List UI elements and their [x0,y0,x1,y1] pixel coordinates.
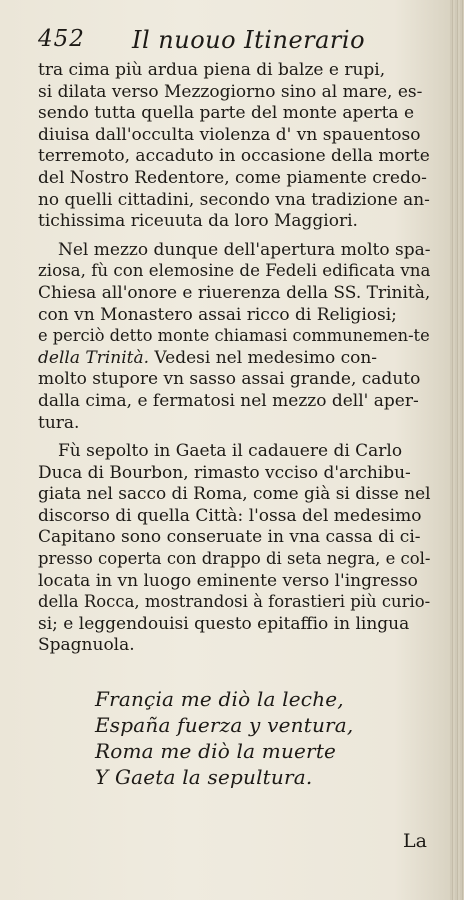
text-line: no quelli cittadini, secondo vna tradizione an- [38,189,430,210]
text-span: Vedesi nel medesimo con- [154,347,378,368]
italic-phrase: della Trinità. [38,347,150,368]
text-line: si; e leggendouisi questo epitaffio in lingua [38,613,410,634]
body-text [38,60,430,657]
text-line: giata nel sacco di Roma, come già si disse nel [38,484,431,505]
verse-line: Roma me diò la muerte [95,739,337,763]
text-line: Chiesa all'onore e riuerenza della SS. Trinità, [38,282,431,303]
catchword: La [403,830,427,852]
text-line: locata in vn luogo eminente verso l'ingresso [38,570,418,591]
text-line: Nel mezzo dunque dell'apertura molto spa- [58,239,431,260]
text-line: dalla cima, e fermatosi nel mezzo dell' aper- [38,390,419,411]
text-line: tura. [38,412,80,433]
verse-line: Françia me diò la leche, [95,687,344,711]
epitaph-verse [95,686,395,790]
text-line: Spagnuola. [38,635,135,656]
text-line: del Nostro Redentore, come piamente credo- [38,167,427,188]
text-line: Fù sepolto in Gaeta il cadauere di Carlo [58,441,403,462]
text-line: con vn Monastero assai ricco di Religiosi; [38,304,397,325]
text-line: tichissima riceuuta da loro Maggiori. [38,211,358,232]
text-line: si dilata verso Mezzogiorno sino al mare, es- [38,81,423,102]
page-number: 452 [38,26,85,52]
text-line: sendo tutta quella parte del monte aperta e [38,103,415,124]
text-line: molto stupore vn sasso assai grande, caduto [38,369,421,390]
verse-line: Y Gaeta la sepultura. [95,765,313,789]
text-line: discorso di quella Città: l'ossa del medesimo [38,505,422,526]
text-line: della Rocca, mostrandosi à forastieri più curio- [38,592,431,613]
verse-line: España fuerza y ventura, [95,713,354,737]
text-line: e perciò detto monte chiamasi communemen-te [38,326,430,347]
text-line: terremoto, accaduto in occasione della morte [38,146,430,167]
text-line [38,348,430,370]
page-edge [450,0,464,900]
page-header [38,26,418,60]
running-title: Il nuouo Itinerario [132,26,366,54]
text-line: tra cima più ardua piena di balze e rupi, [38,60,386,80]
text-line: Capitano sono conseruate in vna cassa di ci- [38,527,421,548]
text-line: diuisa dall'occulta violenza d' vn spauentoso [38,124,421,145]
text-line: presso coperta con drappo di seta negra, e col- [38,549,431,570]
text-line: ziosa, fù con elemosine de Fedeli edificata vna [38,261,431,282]
text-line: Duca di Bourbon, rimasto vcciso d'archibu- [38,462,411,483]
